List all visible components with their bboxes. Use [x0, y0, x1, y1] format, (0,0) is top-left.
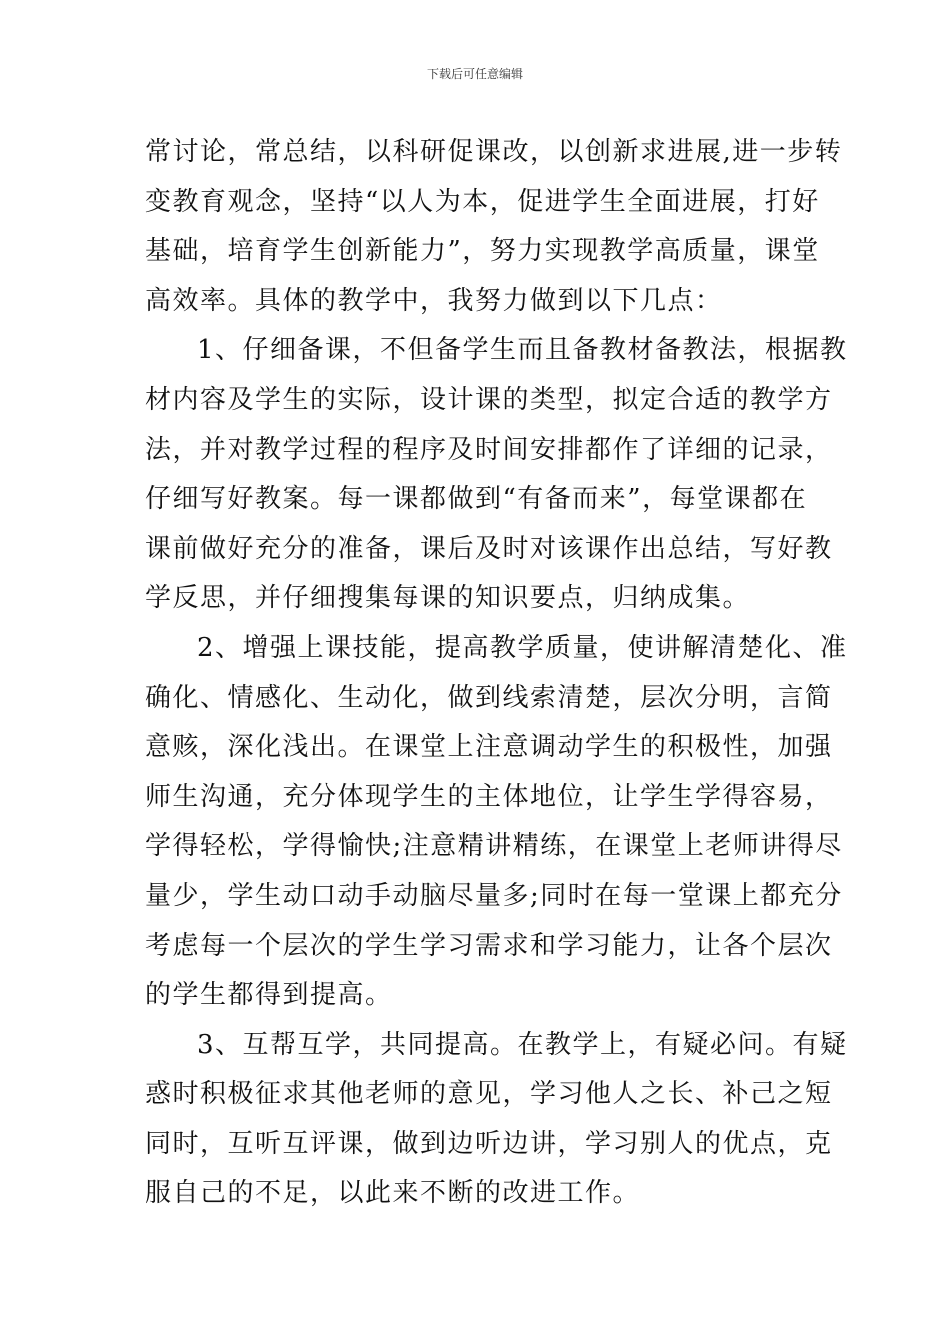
paragraph-1-first-line: 1、仔细备课，不但备学生而且备教材备教法，根据教 [197, 335, 848, 366]
text-line: 基础，培育学生创新能力”，努力实现教学高质量，课堂 [145, 236, 820, 267]
text-line: 考虑每一个层次的学生学习需求和学习能力，让各个层次 [145, 930, 833, 961]
text-line: 惑时积极征求其他老师的意见，学习他人之长、补己之短 [145, 1079, 833, 1110]
text-line: 学得轻松，学得愉快;注意精讲精练，在课堂上老师讲得尽 [145, 831, 843, 862]
text-line: 服自己的不足，以此来不断的改进工作。 [145, 1178, 641, 1209]
text-line: 仔细写好教案。每一课都做到“有备而来”，每堂课都在 [145, 484, 808, 515]
text-line: 常讨论，常总结，以科研促课改，以创新求进展,进一步转 [145, 137, 843, 167]
text-line: 材内容及学生的实际，设计课的类型，拟定合适的教学方 [145, 384, 833, 415]
page-header-note: 下载后可任意编辑 [426, 67, 523, 81]
text-line: 同时，互听互评课，做到边听边讲，学习别人的优点，克 [145, 1128, 833, 1159]
text-line: 量少，学生动口动手动脑尽量多;同时在每一堂课上都充分 [145, 880, 843, 911]
text-line: 确化、情感化、生动化，做到线索清楚，层次分明，言简 [145, 682, 833, 713]
text-line: 的学生都得到提高。 [145, 980, 393, 1011]
text-line: 法，并对教学过程的程序及时间安排都作了详细的记录， [145, 434, 833, 465]
text-line: 师生沟通，充分体现学生的主体地位，让学生学得容易， [145, 781, 833, 812]
text-line: 变教育观念，坚持“以人为本，促进学生全面进展，打好 [145, 186, 820, 217]
text-line: 学反思，并仔细搜集每课的知识要点，归纳成集。 [145, 583, 751, 614]
text-line: 高效率。具体的教学中，我努力做到以下几点： [145, 285, 723, 316]
text-line: 意赅，深化浅出。在课堂上注意调动学生的积极性，加强 [145, 732, 833, 763]
text-line: 课前做好充分的准备，课后及时对该课作出总结，写好教 [145, 533, 833, 564]
paragraph-3-first-line: 3、互帮互学，共同提高。在教学上，有疑必问。有疑 [197, 1029, 848, 1060]
document-body [145, 128, 848, 1219]
paragraph-2-first-line: 2、增强上课技能，提高教学质量，使讲解清楚化、准 [197, 632, 848, 663]
